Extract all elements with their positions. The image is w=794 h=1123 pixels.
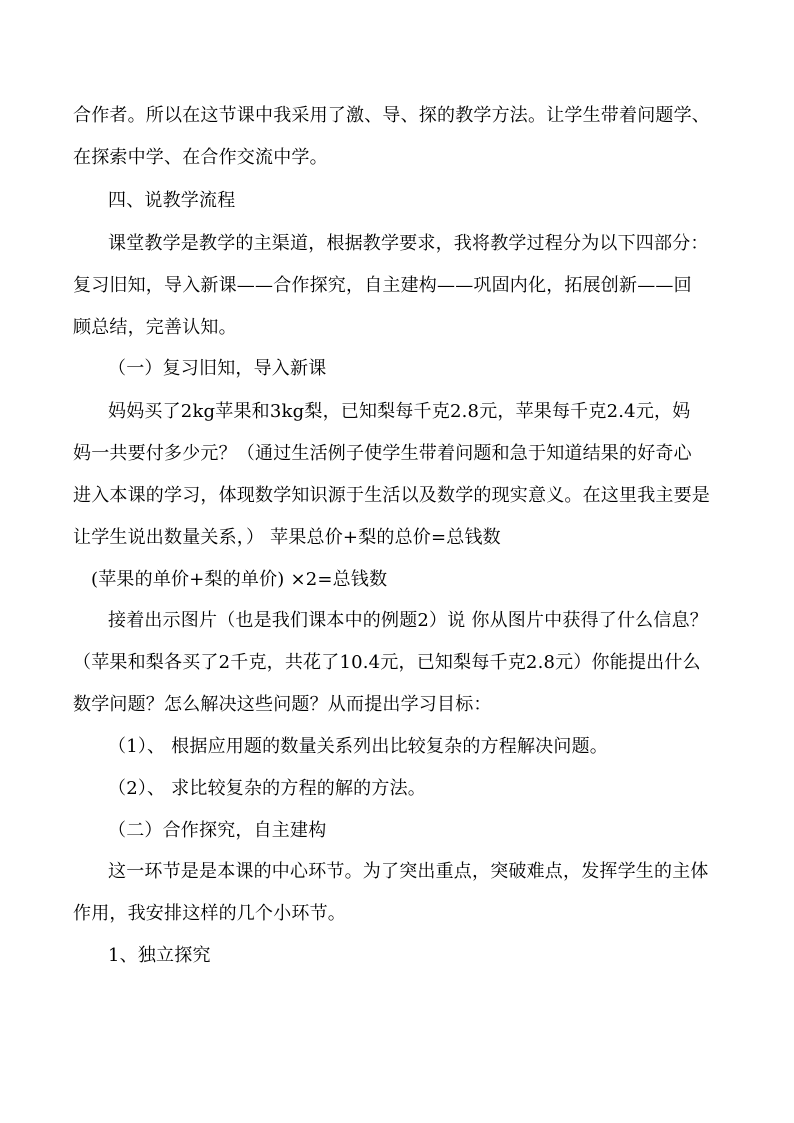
text-line: 复习旧知，导入新课——合作探究，自主建构——巩固内化，拓展创新——回: [73, 275, 692, 296]
text-line: 让学生说出数量关系，） 苹果总价+梨的总价=总钱数: [73, 527, 501, 548]
subsection-heading: （二）合作探究，自主建构: [108, 820, 327, 841]
subsection-heading: （一）复习旧知，导入新课: [108, 358, 327, 379]
text-line: 课堂教学是教学的主渠道，根据教学要求，我将教学过程分为以下四部分：: [108, 233, 709, 254]
text-line: （苹果和梨各买了2千克，共花了10.4元，已知梨每千克2.8元）你能提出什么: [73, 652, 701, 673]
text-line: 接着出示图片（也是我们课本中的例题2）说 你从图片中获得了什么信息？: [108, 610, 708, 631]
text-line: 合作者。所以在这节课中我采用了激、导、探的教学方法。让学生带着问题学、: [73, 105, 710, 126]
list-item: （1）、 根据应用题的数量关系列出比较复杂的方程解决问题。: [108, 736, 608, 757]
text-line: 妈妈买了2kg苹果和3kg梨，已知梨每千克2.8元，苹果每千克2.4元，妈: [108, 401, 691, 422]
text-line: 在探索中学、在合作交流中学。: [73, 147, 328, 168]
text-line: 进入本课的学习，体现数学知识源于生活以及数学的现实意义。在这里我主要是: [73, 485, 710, 506]
text-line: 作用，我安排这样的几个小环节。: [73, 903, 346, 924]
text-line: 顾总结，完善认知。: [73, 317, 237, 338]
section-heading: 四、说教学流程: [108, 190, 236, 211]
text-line: 妈一共要付多少元？（通过生活例子使学生带着问题和急于知道结果的好奇心: [73, 443, 692, 464]
formula-line: (苹果的单价+梨的单价) ×2=总钱数: [91, 569, 388, 590]
text-line: 数学问题？怎么解决这些问题？从而提出学习目标：: [73, 694, 492, 715]
list-item: （2）、 求比较复杂的方程的解的方法。: [108, 778, 426, 799]
text-line: 这一环节是是本课的中心环节。为了突出重点，突破难点，发挥学生的主体: [108, 861, 709, 882]
subsection-heading: 1、独立探究: [108, 945, 211, 966]
